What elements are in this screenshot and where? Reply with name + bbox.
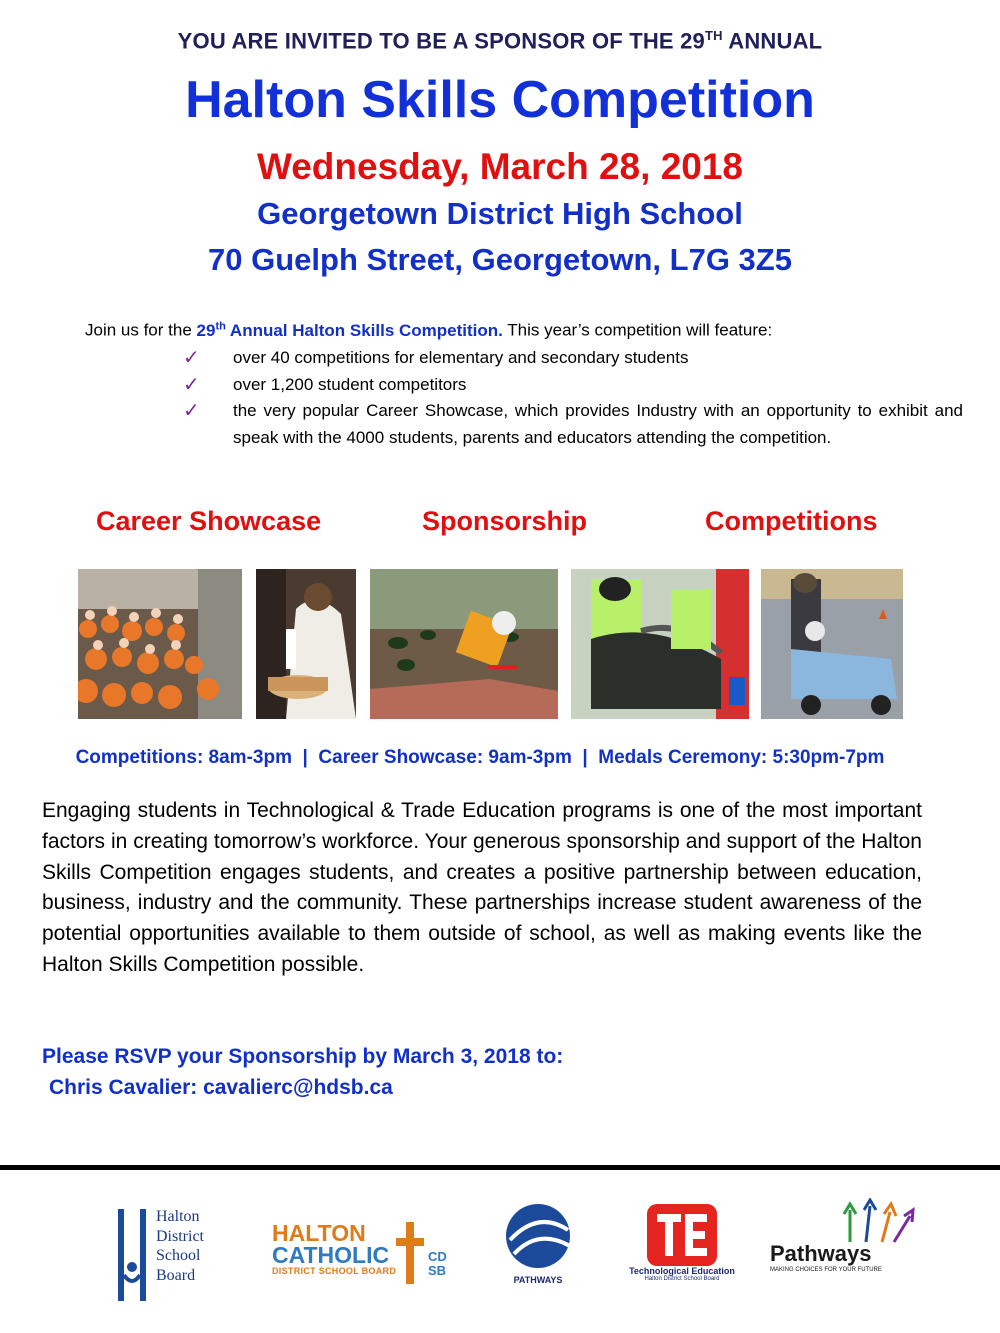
feature-item: ✓ over 1,200 student competitors [183, 372, 963, 399]
event-date: Wednesday, March 28, 2018 [256, 146, 744, 187]
cross-icon [396, 1222, 424, 1284]
feature-item: ✓ over 40 competitions for elementary and secondary students [183, 345, 963, 372]
sponsorship-description: Engaging students in Technological & Trade Education programs is one of the most important factors in creating tomorrow’s workforce. Your generous sponsorship and support of the Halton Skills Competition engages students, and creates a positive partnership between education, business, industry and the community. These partnerships increase student awareness of the potential opportunities available to them outside of school, as well as making events like the Halton Skills Competition possible. [42, 799, 922, 976]
invitation-line: YOU ARE INVITED TO BE A SPONSOR OF THE 29TH ANNUAL [177, 28, 823, 54]
event-address: 70 Guelph Street, Georgetown, L7G 3Z5 [208, 242, 792, 277]
baking-photo [256, 569, 356, 719]
arrows-icon [770, 1198, 920, 1244]
footer-divider [0, 1165, 1000, 1170]
feature-item: ✓ the very popular Career Showcase, which provides Industry with an opportunity to exhibit and speak with the 4000 students, parents and educators attending the competition. [183, 398, 963, 451]
section-career-showcase: Career Showcase [96, 506, 322, 536]
pathways-choices-logo: Pathways MAKING CHOICES FOR YOUR FUTURE [770, 1198, 920, 1278]
event-hours: Competitions: 8am-3pm | Career Showcase: 9am-3pm | Medals Ceremony: 5:30pm-7pm [75, 747, 885, 768]
checkmark-icon: ✓ [183, 373, 200, 396]
hcdsb-logo: HALTON CATHOLIC DISTRICT SCHOOL BOARD CD SB [272, 1222, 462, 1292]
feature-list [183, 345, 963, 451]
rsvp-deadline: Please RSVP your Sponsorship by March 3, 2018 to: [42, 1045, 564, 1068]
checkmark-icon: ✓ [183, 400, 200, 422]
hdsb-name-line: School [156, 1247, 201, 1264]
te-icon [647, 1204, 717, 1266]
hdsb-name-line: District [156, 1227, 204, 1245]
section-sponsorship: Sponsorship [422, 506, 588, 536]
pathways-logo: PATHWAYS [498, 1200, 578, 1290]
event-venue: Georgetown District High School [257, 196, 743, 231]
hdsb-name-line: Board [156, 1266, 196, 1284]
automotive-photo [571, 569, 749, 719]
rsvp-contact[interactable]: Chris Cavalier: cavalierc@hdsb.ca [49, 1076, 393, 1099]
checkmark-icon: ✓ [183, 347, 200, 369]
globe-icon [498, 1200, 578, 1270]
rsvp-block [42, 1041, 563, 1103]
intro-text: Join us for the 29th Annual Halton Skills Competition. This year’s competition will feature: [85, 320, 773, 340]
technological-education-logo: Technological Education Halton District School Board [622, 1204, 742, 1294]
hdsb-logo [116, 1205, 226, 1305]
cart-photo [761, 569, 903, 719]
event-title: Halton Skills Competition [185, 71, 815, 129]
section-competitions: Competitions [705, 506, 878, 536]
crowd-photo [78, 569, 242, 719]
hdsb-emblem-icon [116, 1205, 148, 1305]
hdsb-name-line: Halton [156, 1208, 200, 1225]
landscaping-photo [370, 569, 558, 719]
